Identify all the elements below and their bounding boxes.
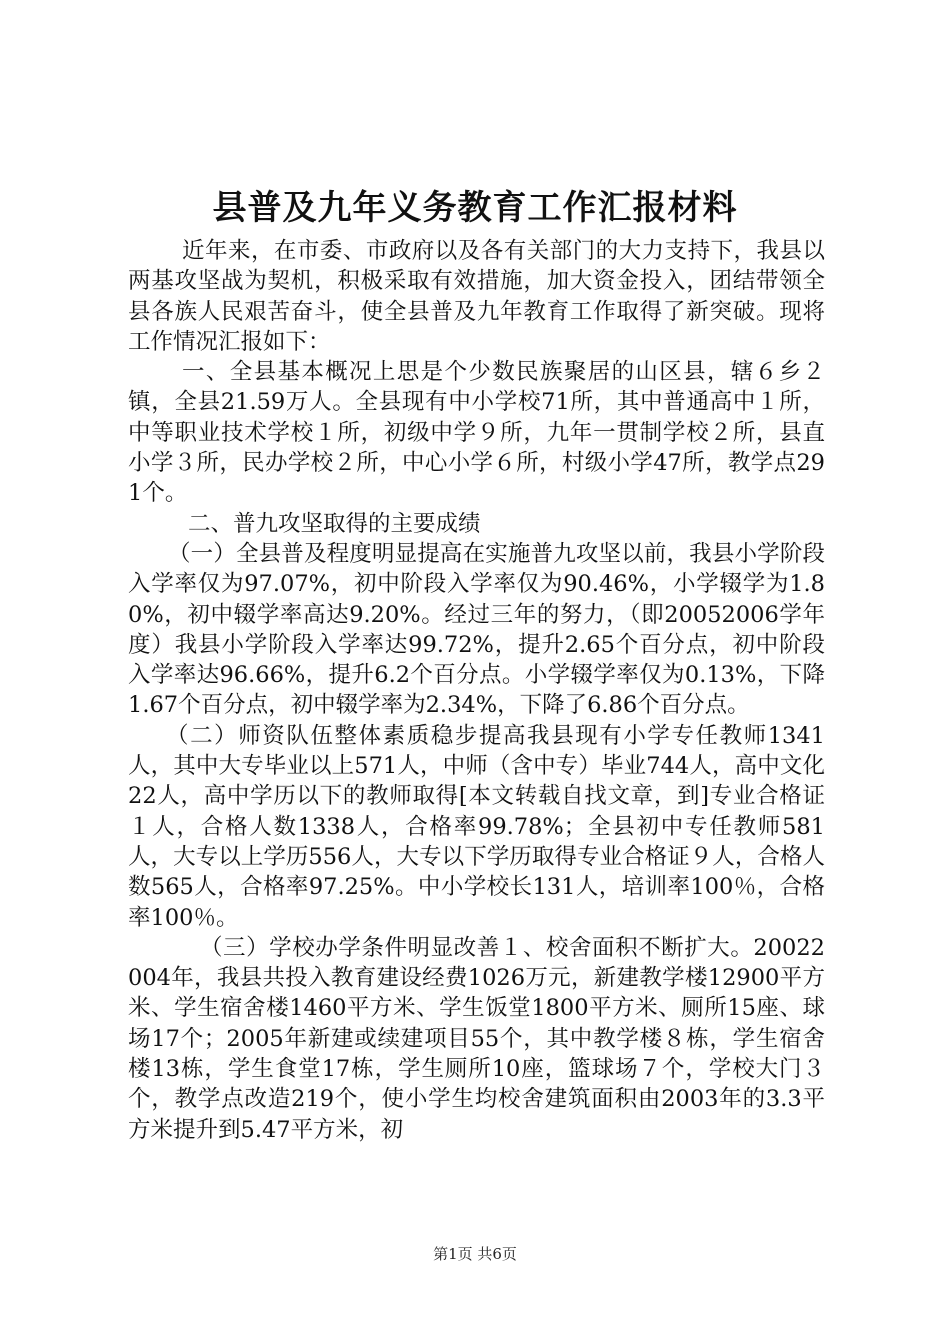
document-body [128,236,825,1145]
paragraph-achievements-heading: 二、普九攻坚取得的主要成绩 [188,510,481,537]
paragraph-intro: 近年来，在市委、市政府以及各有关部门的大力支持下，我县以两基攻坚战为契机，积极采取有效措施，加大资金投入，团结带领全县各族人民艰苦奋斗，使全县普及九年教育工作取得了新突破。现将工作情况汇报如下： [128,238,825,355]
paragraph-teachers: （二）师资队伍整体素质稳步提高我县现有小学专任教师1341人，其中大专毕业以上571人，中师（含中专）毕业744人，高中文化22人，高中学历以下的教师取得[本文转载自找文章，到]专业合格证１人，合格人数1338人，合格率99.78%；全县初中专任教师581人，大专以上学历556人，大专以下学历取得专业合格证９人，合格人数565人，合格率97.25%。中小学校长131人，培训率100％，合格率100％。 [128,722,825,931]
page-footer: 第1页 共6页 [433,1245,517,1263]
document-title: 县普及九年义务教育工作汇报材料 [212,188,738,228]
paragraph-enrollment: （一）全县普及程度明显提高在实施普九攻坚以前，我县小学阶段入学率仅为97.07%，初中阶段入学率仅为90.46%，小学辍学为1.80%，初中辍学率高达9.20%。经过三年的努力，（即20052006学年度）我县小学阶段入学率达99.72%，提升2.65个百分点，初中阶段入学率达96.66%，提升6.2个百分点。小学辍学率仅为0.13%，下降1.67个百分点，初中辍学率为2.34%，下降了6.86个百分点。 [128,540,825,719]
paragraph-facilities: （三）学校办学条件明显改善１、校舍面积不断扩大。20022004年，我县共投入教育建设经费1026万元，新建教学楼12900平方米、学生宿舍楼1460平方米、学生饭堂1800平方米、厕所15座、球场17个；2005年新建或续建项目55个，其中教学楼８栋，学生宿舍楼13栋，学生食堂17栋，学生厕所10座，篮球场７个，学校大门３个，教学点改造219个，使小学生均校舍建筑面积由2003年的3.3平方米提升到5.47平方米，初 [128,934,825,1143]
paragraph-overview: 一、全县基本概况上思是个少数民族聚居的山区县，辖６乡２镇，全县21.59万人。全县现有中小学校71所，其中普通高中１所，中等职业技术学校１所，初级中学９所，九年一贯制学校２所，县直小学３所，民办学校２所，中心小学６所，村级小学47所，教学点291个。 [128,359,825,507]
